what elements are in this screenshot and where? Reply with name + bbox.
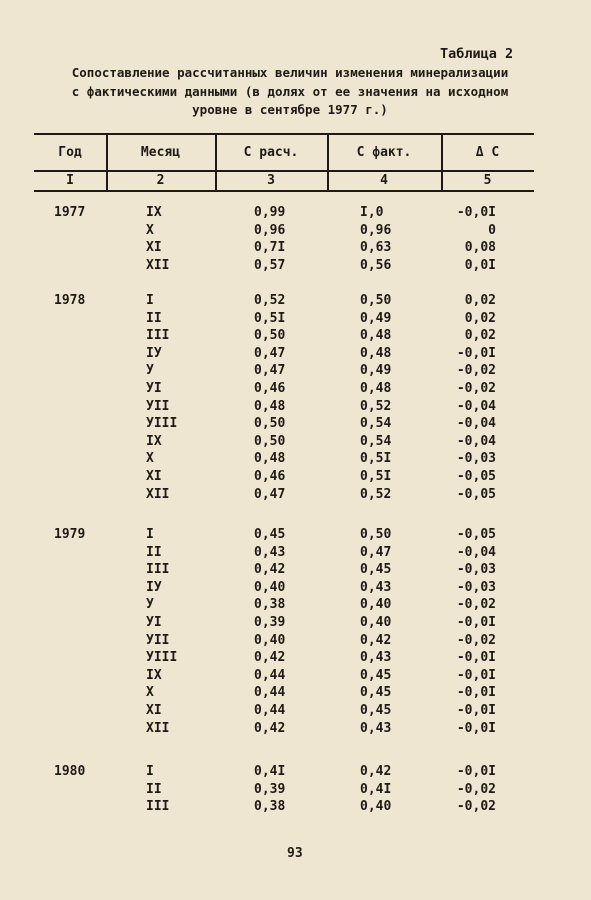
month-cell: IУ	[146, 579, 162, 595]
month-cell: IX	[146, 433, 162, 449]
table-row	[0, 799, 591, 817]
c-fact-cell: 0,63	[360, 240, 392, 256]
header-c-calc: С расч.	[243, 145, 299, 160]
header-year: Год	[58, 145, 82, 160]
table-row	[0, 668, 591, 686]
delta-cell: -0,0I	[456, 764, 496, 779]
table-row	[0, 328, 591, 346]
month-cell: III	[146, 799, 170, 815]
c-calc-cell: 0,96	[254, 222, 286, 238]
delta-cell: -0,0I	[456, 667, 496, 683]
c-fact-cell: 0,43	[360, 650, 392, 666]
c-calc-cell: 0,42	[254, 720, 286, 736]
delta-cell: -0,03	[456, 579, 496, 595]
delta-cell: -0,02	[456, 632, 496, 648]
table-row	[0, 527, 591, 545]
c-fact-cell: I,0	[360, 205, 384, 220]
column-number: 4	[380, 173, 388, 188]
table-row	[0, 703, 591, 721]
c-calc-cell: 0,38	[254, 597, 286, 613]
month-cell: IУ	[146, 345, 162, 361]
c-fact-cell: 0,45	[360, 562, 392, 578]
c-fact-cell: 0,40	[360, 615, 392, 630]
c-fact-cell: 0,49	[360, 310, 392, 326]
c-calc-cell: 0,47	[254, 363, 286, 379]
delta-cell: -0,02	[456, 363, 496, 379]
table-label: Таблица 2	[440, 46, 514, 62]
c-calc-cell: 0,4I	[254, 764, 286, 779]
month-cell: I	[146, 527, 154, 542]
delta-cell: 0,02	[464, 310, 496, 326]
c-calc-cell: 0,57	[254, 257, 286, 273]
c-calc-cell: 0,46	[254, 469, 286, 484]
delta-cell: -0,0I	[456, 650, 496, 666]
delta-cell: -0,05	[456, 469, 496, 484]
month-cell: IX	[146, 667, 162, 683]
delta-cell: -0,0I	[456, 345, 496, 361]
c-fact-cell: 0,45	[360, 703, 392, 718]
month-cell: УII	[146, 398, 170, 414]
header-c-fact: С факт.	[356, 145, 412, 160]
month-cell: I	[146, 764, 154, 779]
table-row	[0, 205, 591, 223]
table-row	[0, 240, 591, 258]
c-calc-cell: 0,44	[254, 685, 286, 701]
month-cell: УIII	[146, 650, 178, 666]
table-row	[0, 258, 591, 276]
c-calc-cell: 0,44	[254, 703, 286, 718]
table-row	[0, 363, 591, 381]
month-cell: XI	[146, 469, 162, 484]
c-calc-cell: 0,7I	[254, 240, 286, 256]
c-fact-cell: 0,52	[360, 486, 392, 502]
month-cell: У	[146, 363, 154, 379]
c-calc-cell: 0,99	[254, 205, 286, 220]
c-fact-cell: 0,42	[360, 632, 392, 648]
table-row	[0, 346, 591, 364]
table-row	[0, 615, 591, 633]
month-cell: III	[146, 562, 170, 578]
c-calc-cell: 0,39	[254, 615, 286, 630]
c-fact-cell: 0,96	[360, 222, 392, 238]
c-calc-cell: 0,47	[254, 486, 286, 502]
c-fact-cell: 0,50	[360, 527, 392, 542]
c-fact-cell: 0,43	[360, 579, 392, 595]
month-cell: IX	[146, 205, 162, 220]
c-calc-cell: 0,50	[254, 416, 286, 432]
caption-line: уровне в сентябре 1977 г.)	[192, 102, 388, 117]
year-cell: 1979	[54, 527, 86, 542]
table-row	[0, 311, 591, 329]
month-cell: II	[146, 310, 162, 326]
header-delta-c: Δ С	[475, 145, 500, 160]
c-calc-cell: 0,5I	[254, 310, 286, 326]
delta-cell: -0,04	[456, 544, 496, 560]
delta-cell: -0,03	[456, 562, 496, 578]
table-row	[0, 580, 591, 598]
delta-cell: -0,0I	[456, 720, 496, 736]
c-fact-cell: 0,43	[360, 720, 392, 736]
table-row	[0, 764, 591, 782]
c-fact-cell: 0,52	[360, 398, 392, 414]
month-cell: XII	[146, 486, 170, 502]
c-fact-cell: 0,4I	[360, 781, 392, 797]
column-number: 3	[267, 173, 275, 188]
c-fact-cell: 0,45	[360, 667, 392, 683]
delta-cell: -0,03	[456, 451, 496, 467]
month-cell: УIII	[146, 416, 178, 432]
c-fact-cell: 0,45	[360, 685, 392, 701]
delta-cell: -0,04	[456, 433, 496, 449]
delta-cell: -0,0I	[456, 685, 496, 701]
delta-cell: 0,0I	[464, 257, 496, 273]
c-fact-cell: 0,54	[360, 433, 392, 449]
month-cell: XII	[146, 720, 170, 736]
table-row	[0, 721, 591, 739]
delta-cell: -0,05	[456, 527, 496, 542]
delta-cell: -0,04	[456, 398, 496, 414]
table-row	[0, 293, 591, 311]
c-calc-cell: 0,50	[254, 433, 286, 449]
c-calc-cell: 0,44	[254, 667, 286, 683]
c-calc-cell: 0,43	[254, 544, 286, 560]
c-fact-cell: 0,40	[360, 597, 392, 613]
table-row	[0, 633, 591, 651]
c-calc-cell: 0,47	[254, 345, 286, 361]
column-number: I	[66, 173, 74, 188]
c-fact-cell: 0,48	[360, 381, 392, 396]
header-month: Месяц	[140, 145, 181, 160]
delta-cell: 0,02	[464, 328, 496, 344]
year-cell: 1977	[54, 205, 86, 220]
month-cell: У	[146, 597, 154, 613]
delta-cell: -0,0I	[456, 205, 496, 220]
c-fact-cell: 0,42	[360, 764, 392, 779]
month-cell: XI	[146, 240, 162, 256]
table-row	[0, 487, 591, 505]
c-fact-cell: 0,56	[360, 257, 392, 273]
c-calc-cell: 0,46	[254, 381, 286, 396]
month-cell: X	[146, 685, 154, 701]
table-row	[0, 223, 591, 241]
c-fact-cell: 0,47	[360, 544, 392, 560]
delta-cell: -0,0I	[456, 703, 496, 718]
header-top-rule	[34, 133, 534, 135]
month-cell: XII	[146, 257, 170, 273]
month-cell: X	[146, 222, 154, 238]
table-row	[0, 597, 591, 615]
c-calc-cell: 0,39	[254, 781, 286, 797]
c-calc-cell: 0,40	[254, 579, 286, 595]
c-fact-cell: 0,49	[360, 363, 392, 379]
delta-cell: 0	[488, 222, 496, 238]
month-cell: III	[146, 328, 170, 344]
c-fact-cell: 0,40	[360, 799, 392, 815]
table-row	[0, 562, 591, 580]
c-calc-cell: 0,45	[254, 527, 286, 542]
c-calc-cell: 0,52	[254, 293, 286, 308]
table-row	[0, 399, 591, 417]
table-row	[0, 451, 591, 469]
header-bottom-rule	[34, 190, 534, 192]
c-calc-cell: 0,40	[254, 632, 286, 648]
table-row	[0, 469, 591, 487]
c-fact-cell: 0,5I	[360, 469, 392, 484]
c-calc-cell: 0,48	[254, 451, 286, 467]
c-fact-cell: 0,54	[360, 416, 392, 432]
month-cell: I	[146, 293, 154, 308]
c-calc-cell: 0,48	[254, 398, 286, 414]
table-row	[0, 381, 591, 399]
table-row	[0, 545, 591, 563]
c-calc-cell: 0,50	[254, 328, 286, 344]
delta-cell: -0,0I	[456, 615, 496, 630]
month-cell: II	[146, 781, 162, 797]
table-row	[0, 782, 591, 800]
delta-cell: 0,08	[464, 240, 496, 256]
month-cell: X	[146, 451, 154, 467]
delta-cell: -0,05	[456, 486, 496, 502]
c-fact-cell: 0,48	[360, 345, 392, 361]
c-fact-cell: 0,50	[360, 293, 392, 308]
c-calc-cell: 0,42	[254, 562, 286, 578]
month-cell: XI	[146, 703, 162, 718]
table-row	[0, 416, 591, 434]
delta-cell: -0,02	[456, 381, 496, 396]
c-calc-cell: 0,42	[254, 650, 286, 666]
month-cell: II	[146, 544, 162, 560]
year-cell: 1980	[54, 764, 86, 779]
page-number: 93	[287, 846, 303, 861]
month-cell: УI	[146, 381, 162, 396]
header-mid-rule	[34, 170, 534, 172]
delta-cell: -0,02	[456, 799, 496, 815]
c-calc-cell: 0,38	[254, 799, 286, 815]
month-cell: УII	[146, 632, 170, 648]
delta-cell: -0,04	[456, 416, 496, 432]
month-cell: УI	[146, 615, 162, 630]
column-number: 2	[156, 173, 165, 188]
c-fact-cell: 0,48	[360, 328, 392, 344]
caption-line: с фактическими данными (в долях от ее значения на исходном	[71, 83, 509, 99]
year-cell: 1978	[54, 293, 86, 308]
table-row	[0, 650, 591, 668]
delta-cell: -0,02	[456, 597, 496, 613]
table-row	[0, 685, 591, 703]
c-fact-cell: 0,5I	[360, 451, 392, 467]
column-number: 5	[483, 173, 492, 188]
table-caption	[50, 64, 530, 120]
delta-cell: 0,02	[464, 293, 496, 308]
caption-line: Сопоставление рассчитанных величин изменения минерализации	[71, 65, 509, 80]
table-row	[0, 434, 591, 452]
delta-cell: -0,02	[456, 781, 496, 797]
